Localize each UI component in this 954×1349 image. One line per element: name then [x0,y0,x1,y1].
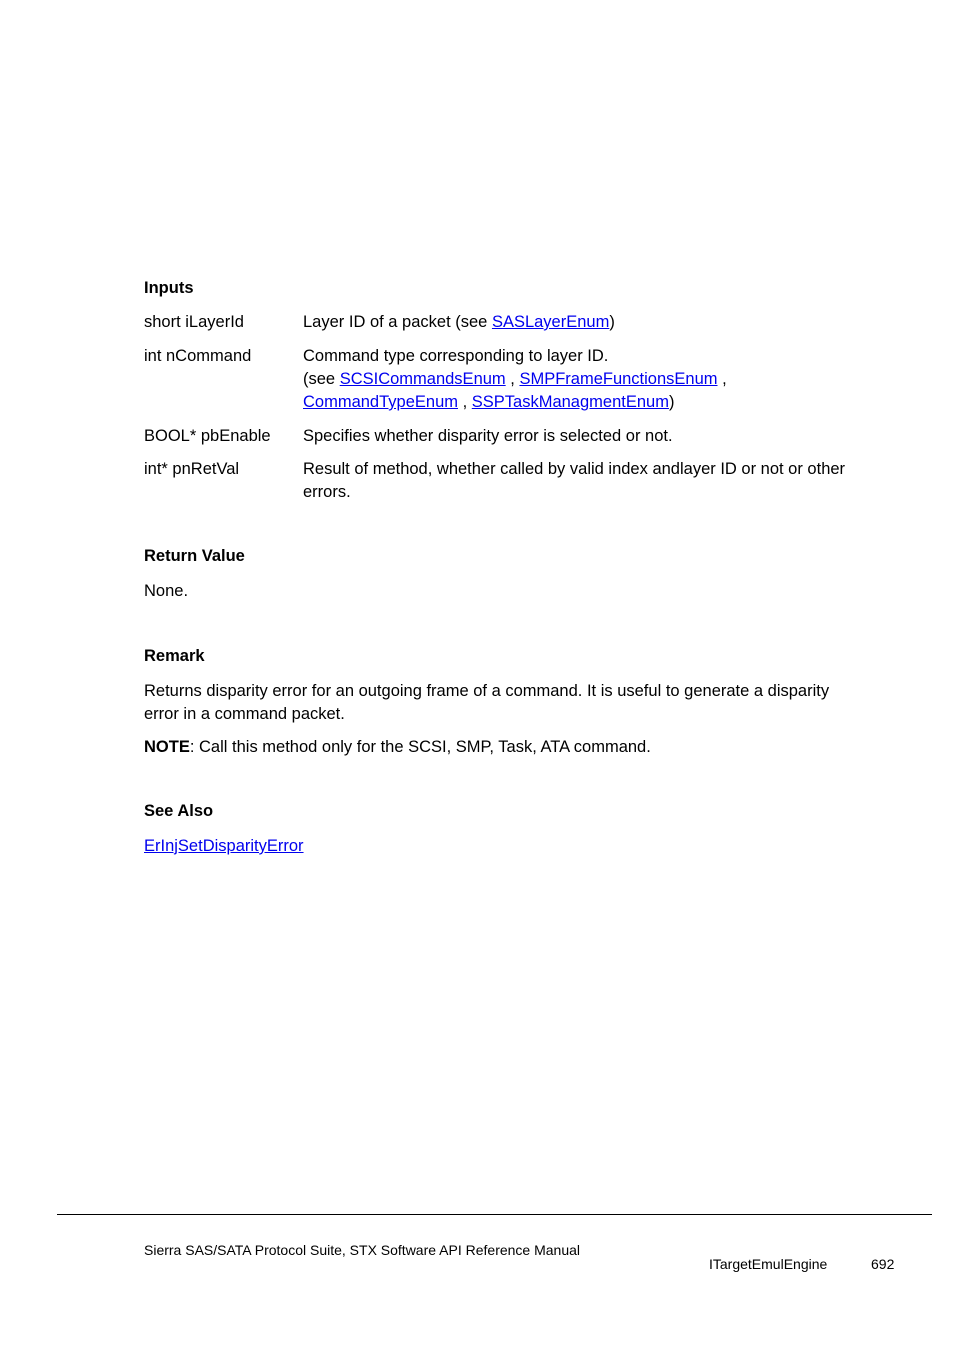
param-desc-text: (see [303,370,340,388]
see-also-heading: See Also [144,802,214,820]
see-also-item [144,835,304,858]
param-desc-text: ) [668,393,675,411]
param-desc-pnretval-line2: errors. [303,483,351,501]
param-name-ncommand: int nCommand [144,347,252,365]
footer-section-name: ITargetEmulEngine [709,1256,828,1272]
footer-manual-title: Sierra SAS/SATA Protocol Suite, STX Software API Reference Manual [144,1242,581,1258]
separator: , [505,370,520,388]
ssptaskmanagmentenum-link[interactable]: SSPTaskManagmentEnum [471,393,669,411]
inputs-heading: Inputs [144,279,194,297]
saslayerenum-link[interactable]: SASLayerEnum [491,313,610,331]
scsicommandsenum-link[interactable]: SCSICommandsEnum [339,370,506,388]
param-desc-ncommand-line2 [303,368,727,391]
smpframefunctionsenum-link[interactable]: SMPFrameFunctionsEnum [519,370,718,388]
separator: , [458,393,472,411]
param-name-pbenable: BOOL* pbEnable [144,427,271,445]
remark-line1: Returns disparity error for an outgoing frame of a command. It is useful to generate a disparity [144,682,830,700]
erinjsetdisparityerror-link[interactable]: ErInjSetDisparityError [144,837,304,855]
separator: , [717,370,727,388]
param-desc-pbenable: Specifies whether disparity error is selected or not. [303,427,673,445]
param-name-pnretval: int* pnRetVal [144,460,240,478]
param-desc-text: Layer ID of a packet (see [303,313,492,331]
note-text: : Call this method only for the SCSI, SMP, Task, ATA command. [189,738,651,756]
param-desc-text: ) [609,313,615,331]
remark-line2: error in a command packet. [144,705,345,723]
remark-note [144,736,651,759]
footer-divider [57,1214,932,1215]
remark-heading: Remark [144,647,205,665]
param-desc-ilayerid [303,311,615,334]
param-name-ilayerid: short iLayerId [144,313,244,331]
commandtypeenum-link[interactable]: CommandTypeEnum [303,393,458,411]
note-label: NOTE [144,738,190,756]
param-desc-ncommand-line1: Command type corresponding to layer ID. [303,347,609,365]
param-desc-pnretval-line1: Result of method, whether called by valid index andlayer ID or not or other [303,460,846,478]
return-value-heading: Return Value [144,547,245,565]
footer-page-number: 692 [871,1256,895,1272]
param-desc-ncommand-line3 [303,391,674,414]
return-value-text: None. [144,582,189,600]
